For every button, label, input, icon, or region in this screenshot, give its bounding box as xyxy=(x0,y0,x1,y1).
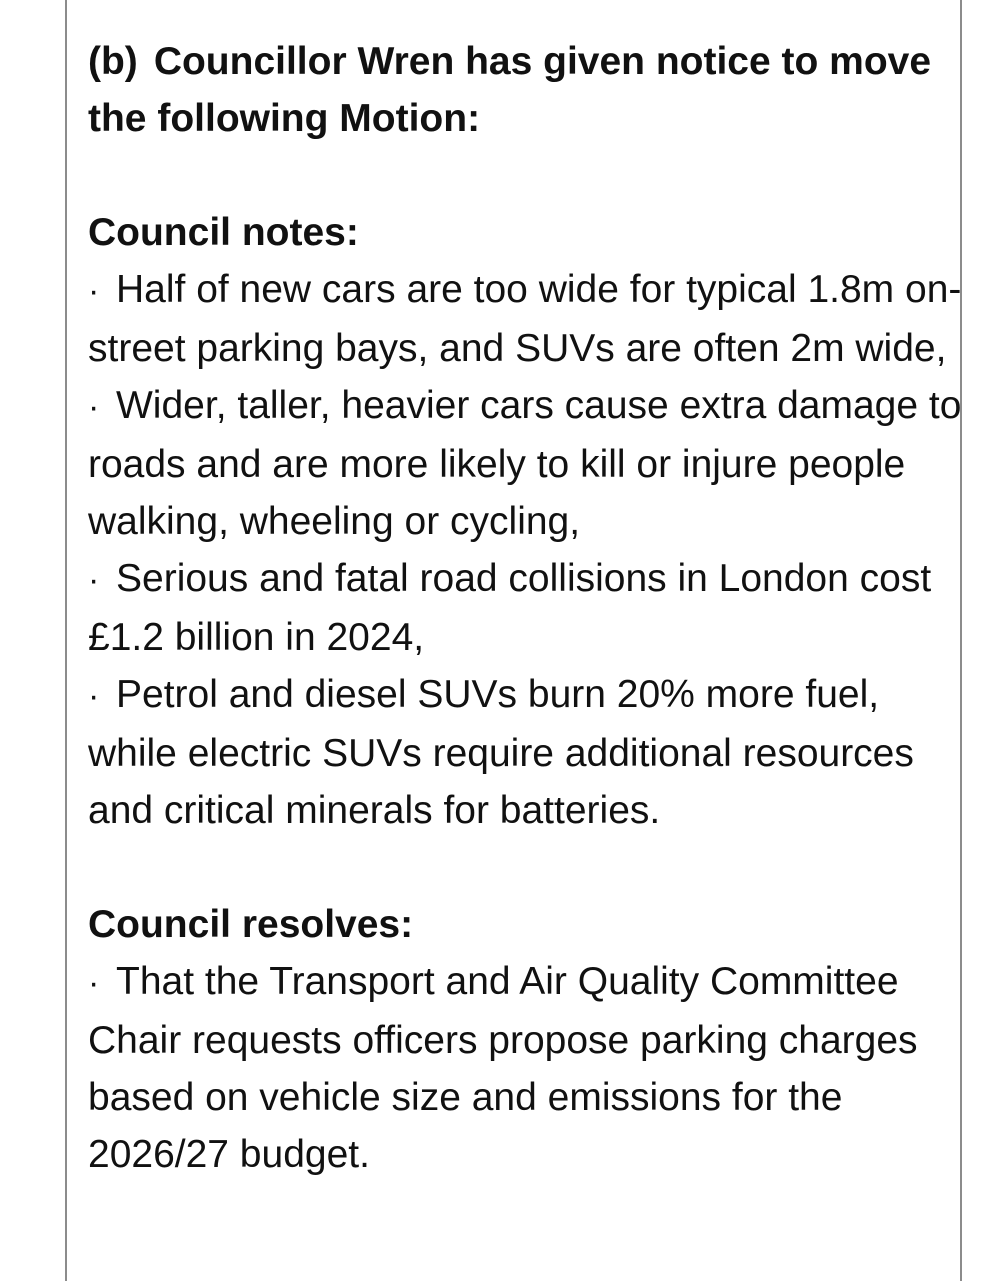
council-resolves-title: Council resolves: xyxy=(88,903,414,946)
list-item-text: That the Transport and Air Quality Committee Chair requests officers propose parking charges based on vehicle size and emissions for the 2026/27 budget. xyxy=(88,960,918,1176)
bullet-icon: · xyxy=(88,964,100,1002)
bullet-icon: · xyxy=(88,388,100,426)
motion-label: (b) xyxy=(88,40,138,83)
list-item-text: Half of new cars are too wide for typical 1.8m on-street parking bays, and SUVs are often 2m wide, xyxy=(88,268,962,370)
list-item xyxy=(88,953,968,1183)
motion-heading xyxy=(88,33,968,147)
bullet-icon: · xyxy=(88,677,100,715)
list-item xyxy=(88,666,968,839)
bullet-icon: · xyxy=(88,272,100,310)
list-item xyxy=(88,261,968,377)
list-item-text: Petrol and diesel SUVs burn 20% more fuel, while electric SUVs require additional resources and critical minerals for batteries. xyxy=(88,673,914,832)
council-notes-list xyxy=(88,261,968,839)
motion-heading-text: Councillor Wren has given notice to move the following Motion: xyxy=(88,40,932,140)
list-item-text: Wider, taller, heavier cars cause extra damage to roads and are more likely to kill or injure people walking, wheeling or cycling, xyxy=(88,384,962,543)
council-resolves-list xyxy=(88,953,968,1183)
motion-document xyxy=(88,33,968,1183)
list-item-text: Serious and fatal road collisions in London cost £1.2 billion in 2024, xyxy=(88,557,932,659)
list-item xyxy=(88,550,968,666)
list-item xyxy=(88,377,968,550)
bullet-icon: · xyxy=(88,561,100,599)
council-notes-title: Council notes: xyxy=(88,211,359,254)
